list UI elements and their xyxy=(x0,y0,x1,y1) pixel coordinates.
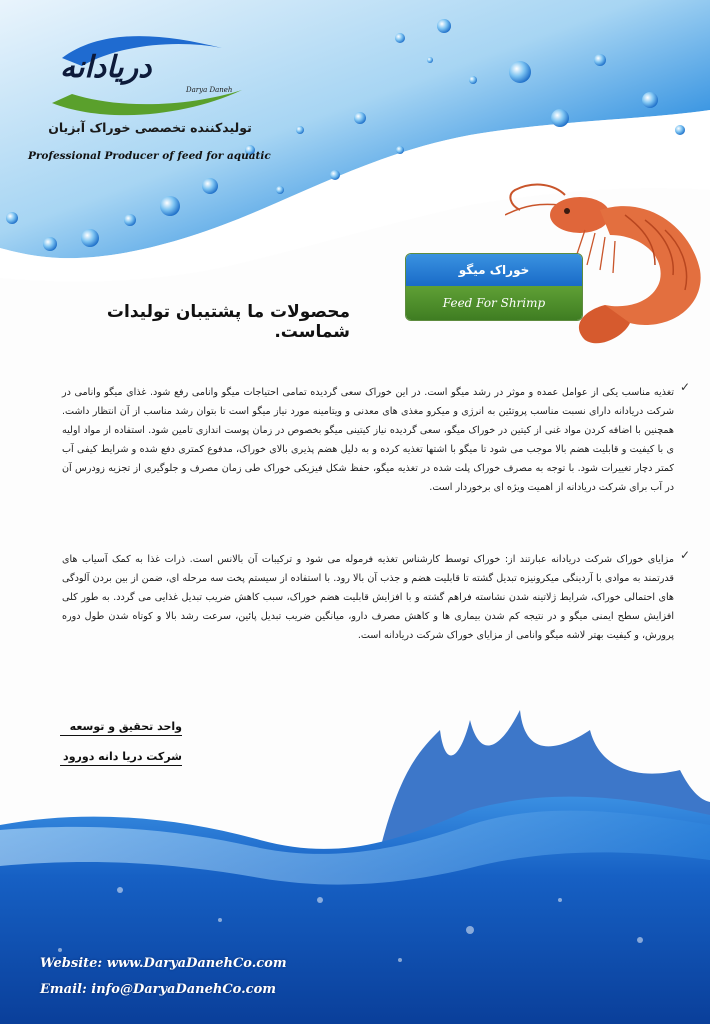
product-label-box xyxy=(405,253,583,321)
bottom-water-splash xyxy=(0,690,710,1024)
signature-department: واحد تحقیق و توسعه xyxy=(60,720,182,736)
product-label-english: Feed For Shrimp xyxy=(406,286,582,320)
checkmark-icon: ✓ xyxy=(680,548,691,562)
paragraph-1: تغذیه مناسب یکی از عوامل عمده و موثر در رشد میگو است. در این خوراک سعی گردیده تمامی احتیاجات میگو وانامی رفع شود. غذای میگو وانامی در شرکت دریادانه دارای نسبت مناسب پروتئین به انرژی و میکرو مغذی های معدنی و ویتامینه مورد نیاز میگو است تا بتوان رشد مناسب از آن انتظار داشت. همچنین با اضافه کردن مواد غنی از کیتین در خوراک میگو، سعی گردیده نیاز کیتینی میگو بخصوص در زمان پوست اندازی تامین شود. استفاده از مواد اولیه ی با کیفیت و قابلیت هضم بالا موجب می شود تا میگو با اشتها تغذیه کرده و به دلیل هضم پذیری بالای خوراک، مدفوع کمتری دفع شده و شرایط کیفی آب کمتر دچار تغییرات شود. با توجه به مصرف خوراک پلت شده در تغذیه میگو، حفظ شکل فیزیکی خوراک طی زمان مصرف و جلوگیری از تجزیه زودرس آن در آب برای شرکت دریادانه از اهمیت ویژه ای برخوردار است. xyxy=(62,387,674,493)
footer-email[interactable]: Email: info@DaryaDanehCo.com xyxy=(40,982,276,997)
signature-company: شرکت دریا دانه دورود xyxy=(60,750,182,766)
brand-logo-subtext: Darya Daneh xyxy=(186,86,233,94)
brand-logo-text: دریادانه xyxy=(60,50,152,85)
tagline-english: Professional Producer of feed for aquatic xyxy=(28,150,271,162)
paragraph-2: مزایای خوراک شرکت دریادانه عبارتند از: خوراک توسط کارشناس تغذیه فرموله می شود و ترکیبات آن بالانس است. ذرات غذا به کمک آسیاب های قدرتمند به موادی با آردینگی میکرونیزه تبدیل گشته تا قابلیت هضم و جذب آن بالا رود. با استفاده از سیستم پخت سه مرحله ای، ضمن از بین بردن آلودگی های احتمالی خوراک، شرایط ژلاتینه شدن نشاسته فراهم گشته و با افزایش قابلیت هضم خوراک، سبب کاهش ضریب تبدیل غذایی می گردد. به طور کلی افزایش سطح ایمنی میگو و در نتیجه کم شدن بیماری ها و کاهش مصرف دارو، میانگین ضریب تبدیل پائین، سرعت رشد بالا و کوتاه شدن طول دوره پرورش، و کیفیت بهتر لاشه میگو وانامی از مزایای خوراک شرکت دریادانه است. xyxy=(62,554,674,641)
checkmark-icon: ✓ xyxy=(680,380,691,394)
headline: محصولات ما پشتیبان تولیدات شماست. xyxy=(106,302,350,342)
product-label-persian: خوراک میگو xyxy=(406,254,582,286)
footer-website[interactable]: Website: www.DaryaDanehCo.com xyxy=(40,956,287,971)
tagline-persian: تولیدکننده تخصصی خوراک آبزیان xyxy=(48,120,252,135)
